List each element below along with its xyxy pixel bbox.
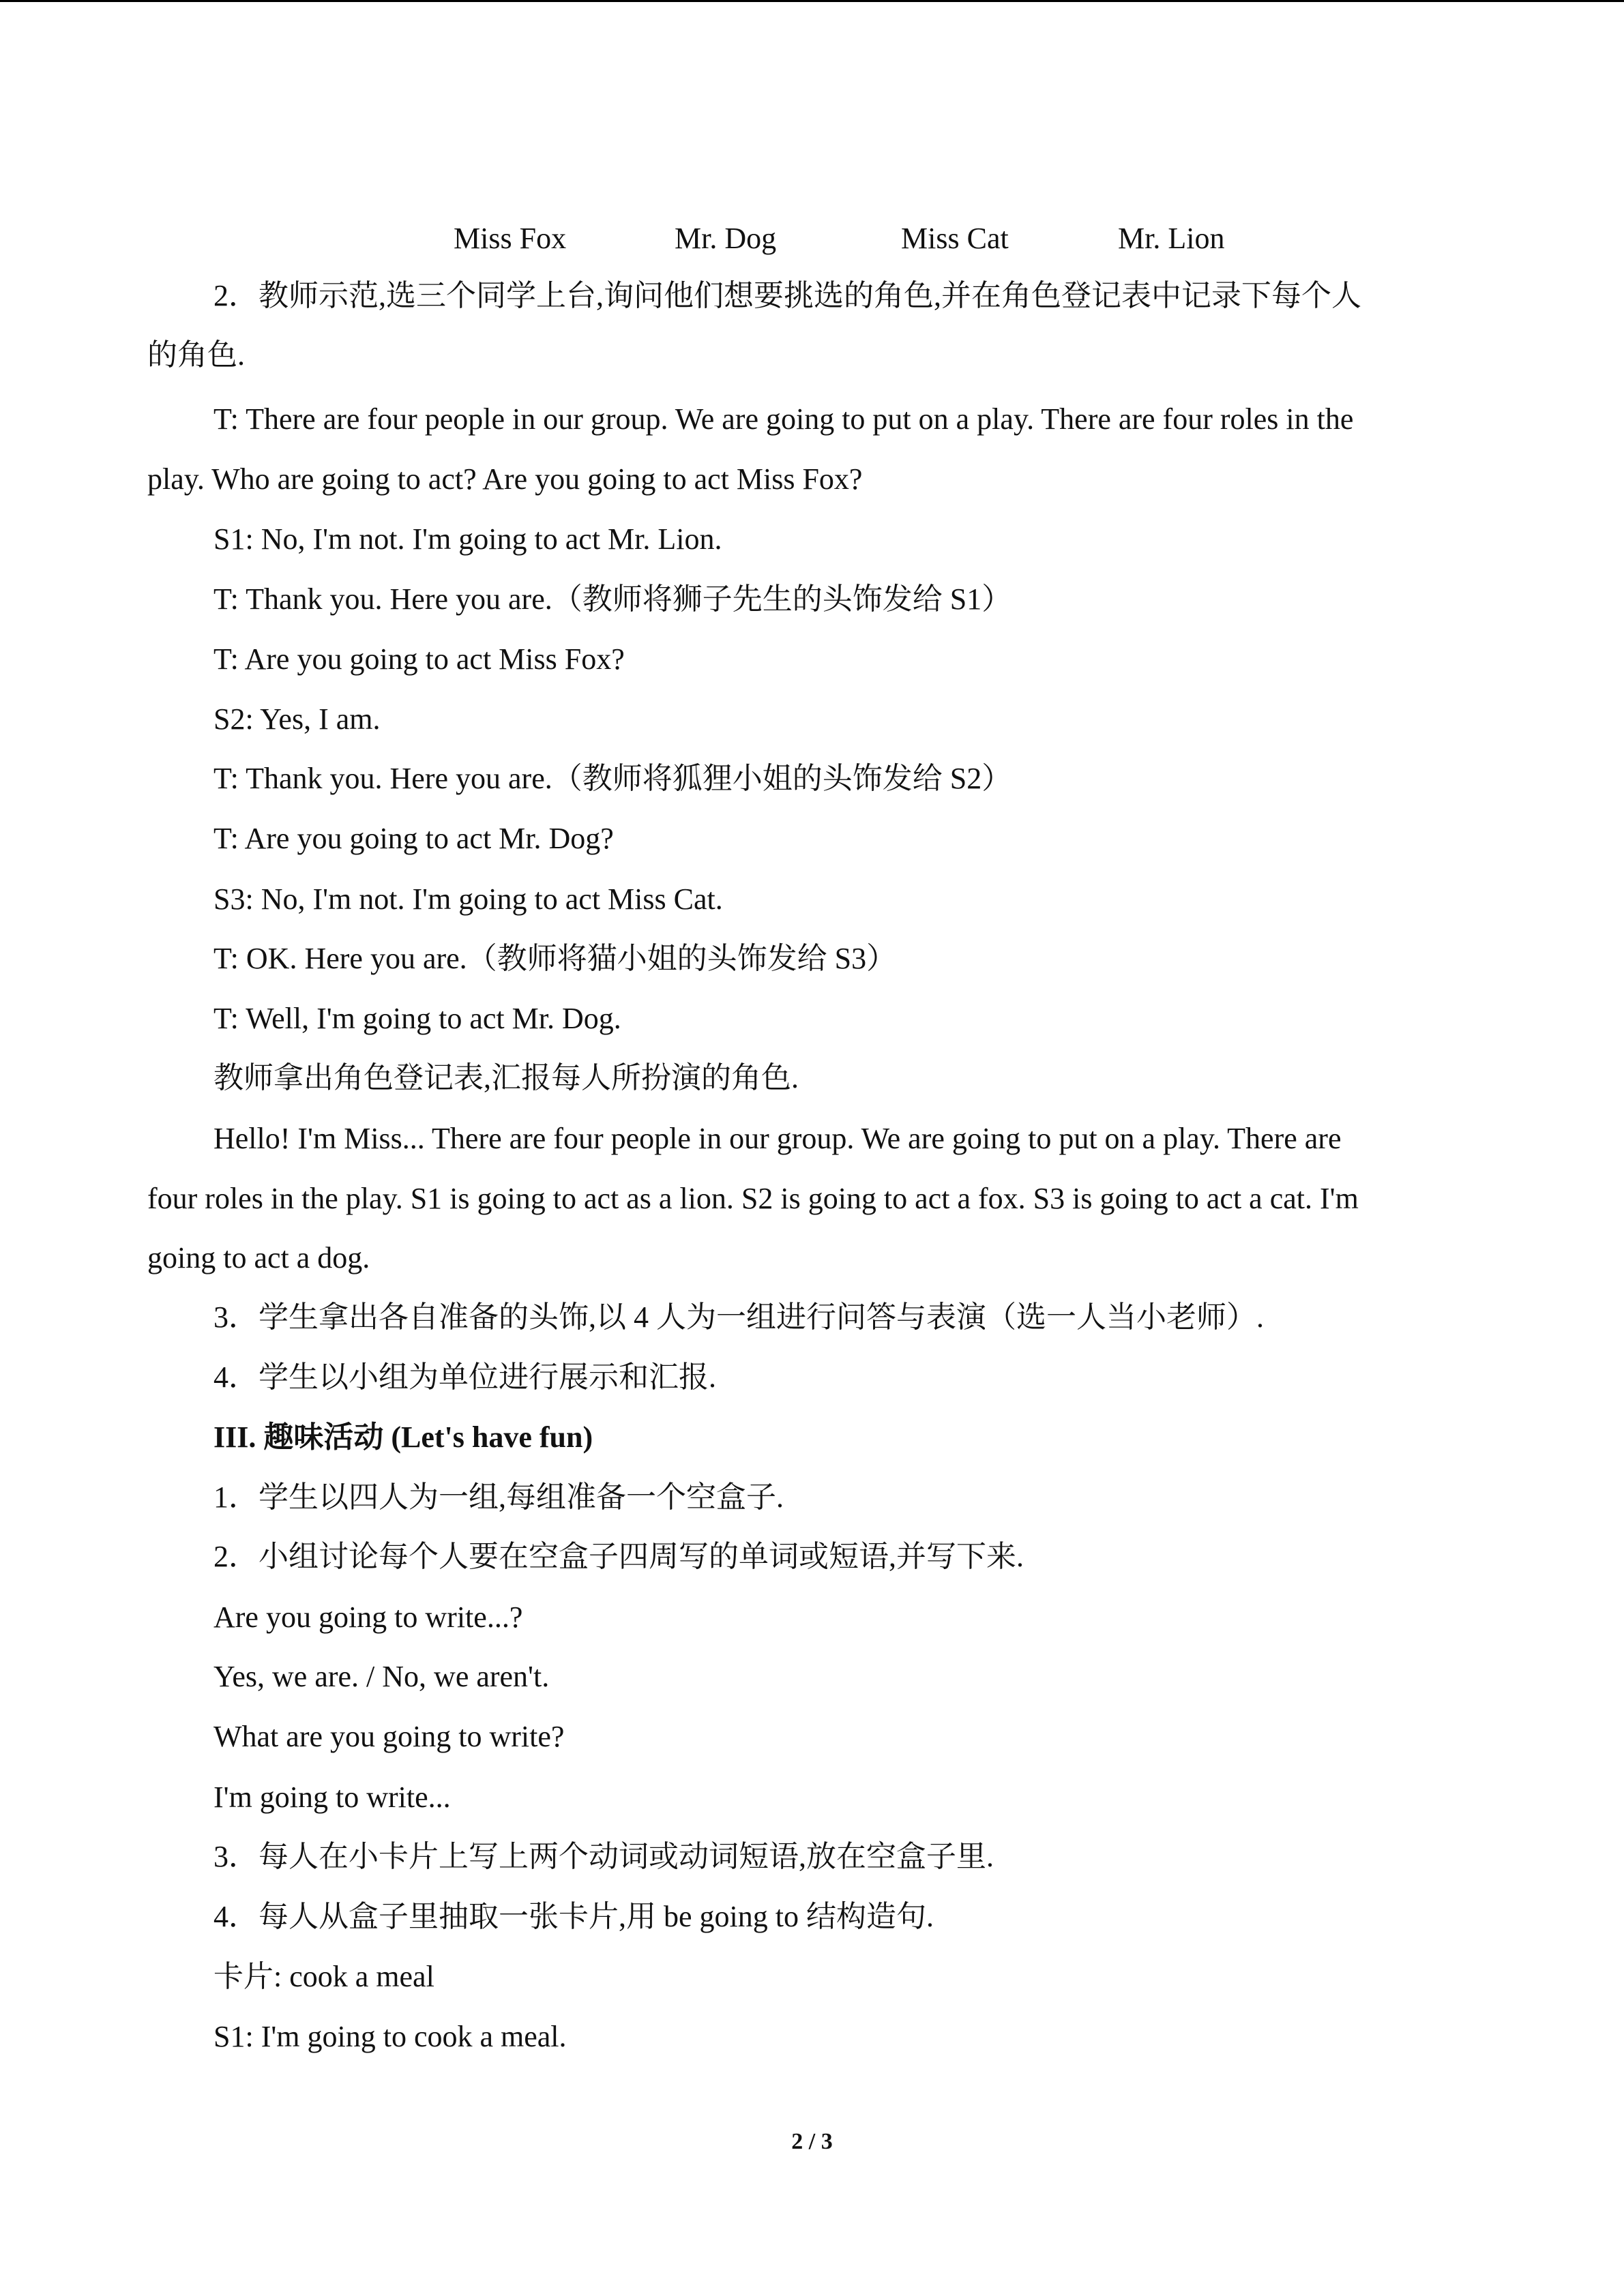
dialogue-line: T: OK. Here you are.（教师将猫小姐的头饰发给 S3） <box>213 942 897 975</box>
dialogue-line: T: Thank you. Here you are.（教师将狐狸小姐的头饰发给 S2） <box>213 762 1012 795</box>
dialogue-line: T: Are you going to act Mr. Dog? <box>213 822 614 855</box>
dialogue-line: S2: Yes, I am. <box>213 702 381 736</box>
section-heading: III. 趣味活动 (Let's have fun) <box>213 1420 593 1454</box>
step-2-continuation: 的角色. <box>147 338 245 372</box>
dialogue-line: T: Thank you. Here you are.（教师将狮子先生的头饰发给 S1） <box>213 582 1012 616</box>
role-miss-cat: Miss Cat <box>901 222 1009 255</box>
activity-step-1: 1．学生以四人为一组,每组准备一个空盒子. <box>213 1480 784 1514</box>
dialogue-line: T: There are four people in our group. We are going to put on a play. There are four roles in the <box>213 402 1354 436</box>
sample-answer: I'm going to write... <box>213 1780 451 1814</box>
sample-question: Are you going to write...? <box>213 1600 523 1634</box>
card-example: 卡片: cook a meal <box>213 1960 434 1993</box>
role-miss-fox: Miss Fox <box>454 222 567 255</box>
activity-step-2: 2．小组讨论每个人要在空盒子四周写的单词或短语,并写下来. <box>213 1540 1024 1573</box>
top-border <box>0 0 1624 2</box>
paragraph-line: 教师拿出角色登记表,汇报每人所扮演的角色. <box>213 1061 799 1094</box>
report-line: four roles in the play. S1 is going to act as a lion. S2 is going to act a fox. S3 is going to act a cat. I'm <box>147 1182 1359 1215</box>
sentence-example: S1: I'm going to cook a meal. <box>213 2020 567 2053</box>
sample-answer: Yes, we are. / No, we aren't. <box>213 1660 550 1693</box>
report-line: Hello! I'm Miss... There are four people in our group. We are going to put on a play. There are <box>213 1122 1342 1155</box>
activity-step-3: 3．每人在小卡片上写上两个动词或动词短语,放在空盒子里. <box>213 1840 994 1873</box>
activity-step-4: 4．每人从盒子里抽取一张卡片,用 be going to 结构造句. <box>213 1900 934 1933</box>
dialogue-line: play. Who are going to act? Are you going to act Miss Fox? <box>147 462 863 496</box>
dialogue-line: S3: No, I'm not. I'm going to act Miss Cat. <box>213 882 723 916</box>
page-number: 2 / 3 <box>791 2129 833 2154</box>
role-mr-lion: Mr. Lion <box>1118 222 1225 255</box>
step-3: 3．学生拿出各自准备的头饰,以 4 人为一组进行问答与表演（选一人当小老师）. <box>213 1300 1264 1334</box>
report-line: going to act a dog. <box>147 1241 370 1274</box>
dialogue-line: T: Are you going to act Miss Fox? <box>213 642 625 676</box>
step-2-heading: 2．教师示范,选三个同学上台,询问他们想要挑选的角色,并在角色登记表中记录下每个人 <box>213 279 1361 312</box>
sample-question: What are you going to write? <box>213 1720 565 1753</box>
dialogue-line: T: Well, I'm going to act Mr. Dog. <box>213 1002 621 1035</box>
dialogue-line: S1: No, I'm not. I'm going to act Mr. Lion. <box>213 522 722 556</box>
step-4: 4．学生以小组为单位进行展示和汇报. <box>213 1360 716 1394</box>
role-mr-dog: Mr. Dog <box>675 222 777 255</box>
